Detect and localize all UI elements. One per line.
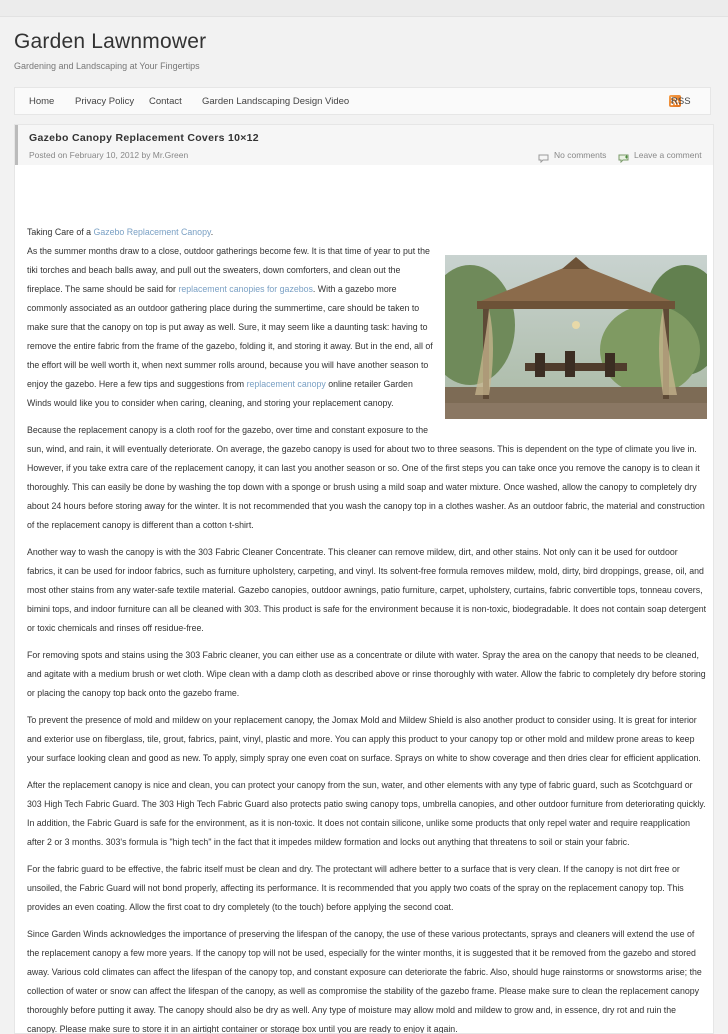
top-bar [0, 0, 728, 17]
paragraph-4: For removing spots and stains using the 303 Fabric cleaner, you can either use as a concentrate or dilute with water. Spray the area on the canopy that needs to be cleaned, and agitate with a medium brush or wet cloth. Wipe clean with a damp cloth as described above or rinse thoroughly with water. Allow the fabric to completely dry before storing or placing the canopy top back onto the gazebo frame. [27, 650, 706, 698]
nav-item-contact[interactable]: Contact [149, 96, 182, 107]
nav-item-garden-landscaping-design-video[interactable]: Garden Landscaping Design Video [202, 96, 350, 107]
leave-comment-link[interactable]: Leave a comment [634, 150, 702, 160]
nav-item-privacy-policy[interactable]: Privacy Policy [75, 96, 135, 107]
replacement-canopy-link[interactable]: replacement canopy [246, 379, 326, 389]
post-body [27, 223, 707, 1034]
paragraph-7: For the fabric guard to be effective, the fabric itself must be clean and dry. The protectant will adhere better to a surface that is very clean. If the canopy is not dirt free or unsoiled, the Fabric Guard will not bond properly, affecting its performance. It is recommended that you apply two coats of the spray on the replacement canopy top. This provides an even coating. Allow the first coat to dry completely (to the touch) before applying the second coat. [27, 864, 684, 912]
no-comments-link[interactable]: No comments [554, 150, 607, 160]
paragraph-8: Since Garden Winds acknowledges the importance of preserving the lifespan of the canopy, the use of these various protectants, sprays and cleaners will extend the use of the replacement canopy a few more years. If the canopy top will not be used, especially for the winter months, it is suggested that it be removed from the gazebo and stored away. Various cold climates can affect the lifespan of the canopy top, and constant exposure can deteriorate the fabric. Also, should huge rainstorms or snowstorms arise; the collection of water or snow can affect the lifespan of the canopy, as well as compromise the stability of the gazebo frame. Please make sure to clean the replacement canopy thoroughly before putting it away. The canopy should also be dry as well. Any type of moisture may allow mold and mildew to grow and, in essence, dry rot and ruin the canopy. Please make sure to store it in an airtight container or storage box until you are ready to enjoy it again. [27, 929, 702, 1034]
paragraph-6: After the replacement canopy is nice and clean, you can protect your canopy from the sun, water, and other elements with any type of fabric guard, such as Scotchguard or 303 High Tech Fabric Guard. The 303 High Tech Fabric Guard also protects patio swing canopy tops, umbrella canopies, and other outdoor furniture from deteriorating quickly. In addition, the Fabric Guard is safe for the environment, as it is non-toxic. It does not contain silicone, unlike some products that only repel water and require reapplication after 2 or 3 months. 303's formula is "high tech" in the fact that it impedes mildew formation and locks out anything that threatens to soil or stain your fabric. [27, 780, 706, 847]
post-article [14, 124, 714, 1034]
post-title[interactable]: Gazebo Canopy Replacement Covers 10×12 [29, 132, 259, 144]
post-header [15, 125, 713, 165]
nav-item-home[interactable]: Home [29, 96, 55, 107]
paragraph-5: To prevent the presence of mold and mildew on your replacement canopy, the Jomax Mold and Mildew Shield is also another product to consider using. It is great for interior and exterior use on fiberglass, tile, grout, fabrics, paint, vinyl, plastic and more. You can apply this product to your canopy top or other mold and mildew prone areas to keep your surface looking clean and good as new. To apply, simply spray one even coat on surface. Sprays on white to show coverage and then dries clear for efficient application. [27, 715, 701, 763]
gazebo-replacement-canopy-link[interactable]: Gazebo Replacement Canopy [93, 227, 211, 237]
post-meta: Posted on February 10, 2012 by Mr.Green [29, 150, 189, 160]
site-tagline: Gardening and Landscaping at Your Fingertips [14, 61, 200, 71]
main-nav [14, 87, 711, 115]
replacement-canopies-for-gazebos-link[interactable]: replacement canopies for gazebos [178, 284, 313, 294]
paragraph-3: Another way to wash the canopy is with the 303 Fabric Cleaner Concentrate. This cleaner can remove mildew, dirt, and other stains. Not only can it be used for outdoor fabrics, it can be used for indoor fabrics, such as furniture upholstery, carpeting, and vinyl. Its solvent-free formula removes mildew, mold, dirty, bird droppings, grease, oil, and most other stains from any water-safe textile material. Gazebo canopies, outdoor awnings, patio furniture, carpet, upholstery, curtains, fabric convertible tops, tonneau covers, bimini tops, and indoor furniture can all be cleaned with 303. This product is safe for the environment because it is non-toxic, biodegradable. It does not contain soap detergent or toxic chemicals and rinses off residue-free. [27, 547, 707, 633]
add-comment-icon [618, 150, 629, 159]
site-title[interactable]: Garden Lawnmower [14, 30, 207, 53]
intro-paragraph: Taking Care of a Gazebo Replacement Canopy. As the summer months draw to a close, outdoor gatherings become few. It is that time of year to put the tiki torches and beach balls away, and pull out the sweaters, down comforters, and clean out the fireplace. The same should be said for replacement canopies for gazebos. With a gazebo more commonly associated as an outdoor gathering place during the summertime, care should be taken to make sure that the canopy on top is put away as well. Sure, it may seem like a daunting task: having to remove the entire fabric from the frame of the gazebo, folding it, and storing it away. But in the end, all of the effort will be well worth it, when next summer rolls around, because you will have another season to enjoy the gazebo. Here a few tips and suggestions from replacement canopy online retailer Garden Winds would like you to consider when caring, cleaning, and storing your replacement canopy. [27, 227, 433, 408]
comment-bubble-icon [538, 150, 549, 159]
nav-item-rss[interactable]: RSS [671, 96, 691, 107]
gazebo-image [445, 255, 707, 419]
paragraph-2: Because the replacement canopy is a cloth roof for the gazebo, over time and constant exposure to the sun, wind, and rain, it will eventually deteriorate. On average, the gazebo canopy is used for about two to three seasons. This is dependent on the type of climate you live in. However, if you take extra care of the replacement canopy, it can last you another season or so. One of the first steps you can take once you remove the canopy is to clean it thoroughly. This can easily be done by washing the top down with a sponge or brush using a mild soap and water mixture. Once washed, allow the canopy to completely dry about 24 hours before storing away for the winter. It is not recommended that you wash the canopy top in a clothes washer. As an outdoor fabric, the material and construction of the replacement canopy is different than a cotton t-shirt. [27, 425, 705, 530]
